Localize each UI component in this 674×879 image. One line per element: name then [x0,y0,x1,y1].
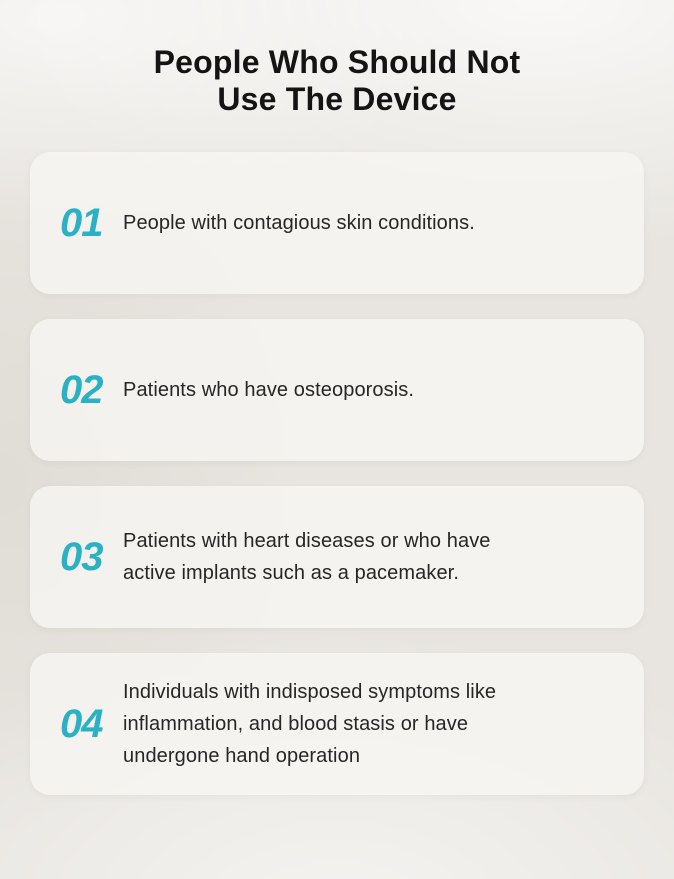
item-text: People with contagious skin conditions. [123,212,475,234]
item-number: 02 [60,368,103,412]
list-item-4 [30,653,644,795]
item-number: 01 [60,201,103,245]
item-number: 03 [60,535,103,579]
item-text: Individuals with indisposed symptoms like inflammation, and blood stasis or have undergone hand operation [123,681,497,767]
item-text: Patients who have osteoporosis. [123,379,415,401]
list-item-2 [30,319,644,461]
page-title [0,0,674,118]
page-title-line-2: Use The Device [217,81,457,117]
contraindication-list [30,152,644,795]
item-text: Patients with heart diseases or who have active implants such as a pacemaker. [123,530,491,584]
page-title-line-1: People Who Should Not [153,44,521,80]
list-item-3 [30,486,644,628]
item-number: 04 [60,702,103,746]
list-item-1 [30,152,644,294]
